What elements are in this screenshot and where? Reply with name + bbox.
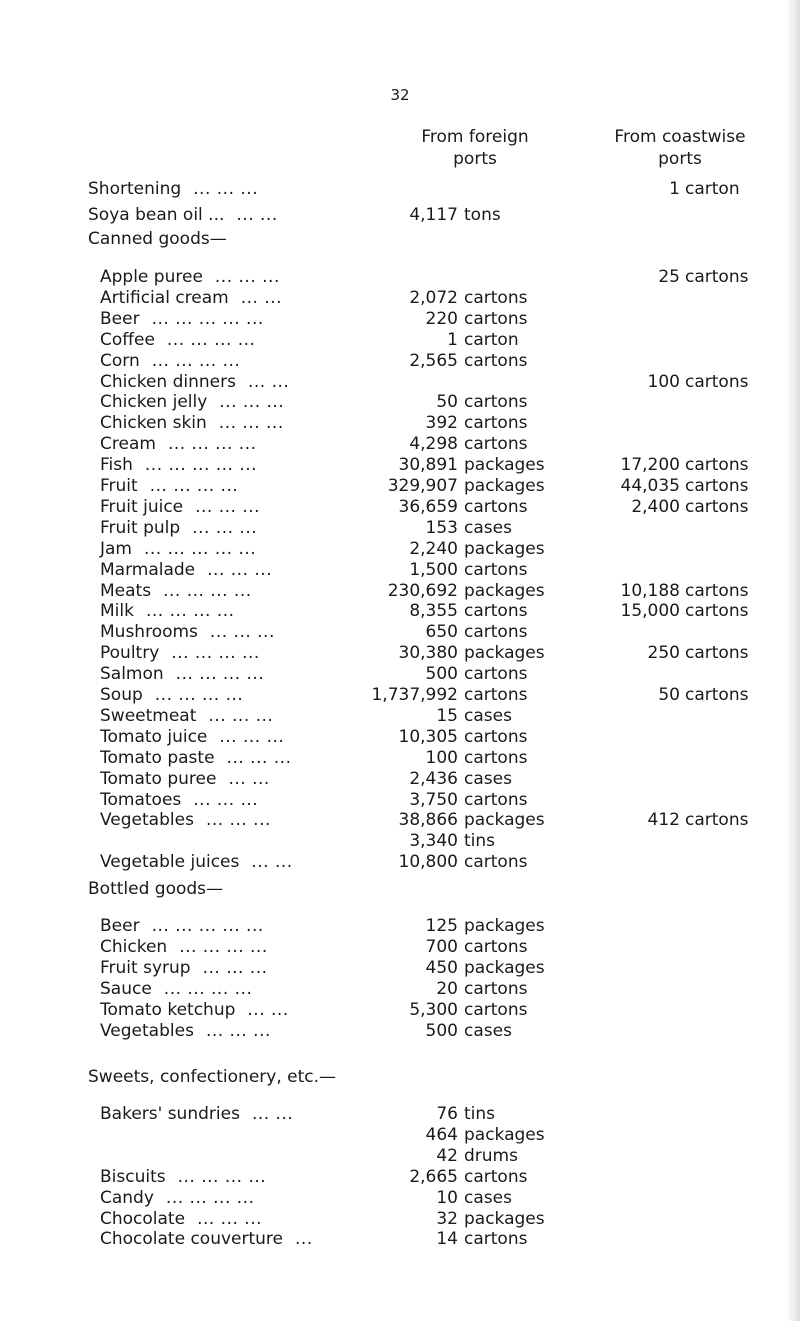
foreign-quantity: 15 bbox=[436, 705, 458, 726]
item-label bbox=[100, 726, 284, 749]
coastwise-quantity: 412 bbox=[647, 810, 680, 831]
coastwise-unit: cartons bbox=[685, 267, 749, 287]
table-row bbox=[0, 308, 800, 331]
coastwise-quantity: 10,188 bbox=[620, 580, 680, 601]
foreign-unit: cartons bbox=[464, 664, 528, 685]
item-name: Chicken bbox=[100, 936, 168, 957]
item-name: Bakers' sundries bbox=[100, 1104, 240, 1124]
foreign-quantity: 464 bbox=[425, 1124, 458, 1145]
item-name: Sweetmeat bbox=[100, 705, 197, 726]
table-row bbox=[0, 851, 800, 874]
item-label bbox=[100, 663, 264, 686]
foreign-unit: packages bbox=[464, 455, 545, 476]
table-row bbox=[0, 454, 800, 477]
item-label bbox=[100, 1187, 254, 1210]
table-row bbox=[0, 1124, 800, 1147]
dot-leader: ... ... ... bbox=[192, 517, 258, 538]
item-name: Tomato paste bbox=[100, 747, 215, 768]
dot-leader: ... ... ... ... bbox=[165, 1187, 255, 1208]
item-name: Fish bbox=[100, 455, 133, 476]
section-title-bottled: Bottled goods— bbox=[88, 879, 224, 899]
coastwise-unit: carton bbox=[685, 179, 740, 199]
foreign-unit: packages bbox=[464, 538, 545, 559]
foreign-unit: tons bbox=[464, 205, 501, 225]
foreign-unit: carton bbox=[464, 329, 519, 350]
item-label bbox=[100, 559, 272, 582]
coastwise-quantity: 100 bbox=[647, 371, 680, 392]
item-name: Soup bbox=[100, 685, 143, 705]
dot-leader: ... ... bbox=[251, 852, 293, 873]
item-label bbox=[100, 329, 255, 352]
header-coastwise-line1: From coastwise bbox=[614, 127, 746, 147]
dot-leader: ... ... ... ... bbox=[171, 643, 260, 664]
item-label bbox=[100, 936, 268, 959]
table-row bbox=[0, 371, 800, 394]
foreign-quantity: 38,866 bbox=[398, 810, 458, 831]
foreign-unit: cartons bbox=[464, 978, 528, 999]
table-row bbox=[0, 391, 800, 414]
item-label bbox=[100, 851, 293, 874]
foreign-quantity: 2,665 bbox=[409, 1166, 458, 1187]
item-label bbox=[100, 287, 282, 310]
foreign-unit: cases bbox=[464, 1187, 512, 1208]
header-foreign-line2: ports bbox=[453, 149, 497, 169]
coastwise-unit: cartons bbox=[685, 643, 749, 664]
item-name: Marmalade bbox=[100, 559, 196, 580]
foreign-unit: cartons bbox=[464, 308, 528, 329]
table-row bbox=[0, 957, 800, 980]
item-label bbox=[100, 621, 275, 644]
dot-leader: ... ... bbox=[247, 371, 290, 392]
foreign-unit: cartons bbox=[464, 747, 528, 768]
foreign-quantity: 10 bbox=[436, 1187, 458, 1208]
header-coastwise bbox=[590, 126, 770, 170]
foreign-quantity: 500 bbox=[425, 664, 458, 685]
coastwise-unit: cartons bbox=[685, 810, 749, 831]
foreign-quantity: 4,298 bbox=[409, 434, 458, 455]
foreign-unit: cartons bbox=[464, 789, 528, 810]
dot-leader: ... ... ... bbox=[218, 413, 284, 434]
item-label bbox=[100, 830, 112, 853]
table-row bbox=[0, 915, 800, 938]
item-label bbox=[100, 809, 271, 832]
table-row bbox=[0, 1020, 800, 1043]
item-label bbox=[100, 1208, 262, 1231]
header-foreign-line1: From foreign bbox=[421, 127, 529, 147]
table-row bbox=[0, 559, 800, 582]
foreign-quantity: 14 bbox=[436, 1229, 458, 1250]
foreign-quantity: 50 bbox=[436, 392, 458, 413]
item-name: Shortening bbox=[88, 179, 182, 199]
table-row bbox=[0, 1208, 800, 1231]
foreign-unit: cartons bbox=[464, 685, 528, 705]
foreign-unit: packages bbox=[464, 957, 545, 978]
table-row bbox=[0, 580, 800, 603]
item-name: Artificial cream bbox=[100, 287, 229, 308]
foreign-quantity: 5,300 bbox=[409, 999, 458, 1020]
foreign-quantity: 220 bbox=[425, 308, 458, 329]
item-name: Sauce bbox=[100, 978, 152, 999]
table-row bbox=[0, 475, 800, 498]
dot-leader: ... ... ... ... ... bbox=[144, 538, 257, 559]
item-name: Fruit bbox=[100, 476, 138, 496]
table-row bbox=[0, 433, 800, 456]
foreign-quantity: 30,891 bbox=[398, 455, 458, 476]
item-label bbox=[100, 1020, 271, 1043]
item-label bbox=[100, 684, 243, 707]
foreign-unit: cartons bbox=[464, 852, 528, 873]
table-row bbox=[0, 705, 800, 728]
item-name: Chicken dinners bbox=[100, 371, 236, 392]
item-label bbox=[100, 391, 284, 414]
dot-leader: ... ... ... ... ... bbox=[144, 455, 258, 476]
table-row bbox=[0, 768, 800, 791]
item-label bbox=[100, 580, 252, 603]
dot-leader: ... ... ... ... bbox=[145, 601, 235, 622]
table-row bbox=[0, 287, 800, 310]
item-name: Coffee bbox=[100, 329, 155, 350]
foreign-quantity: 450 bbox=[425, 957, 458, 978]
foreign-quantity: 10,800 bbox=[398, 852, 458, 873]
foreign-quantity: 650 bbox=[425, 622, 458, 643]
item-label bbox=[100, 957, 268, 980]
foreign-quantity: 125 bbox=[425, 916, 458, 936]
dot-leader: ... ... ... ... bbox=[175, 664, 265, 685]
table-row bbox=[0, 726, 800, 749]
dot-leader: ... ... ... ... bbox=[154, 685, 244, 705]
dot-leader: ... ... ... bbox=[209, 622, 275, 643]
item-label bbox=[100, 642, 260, 665]
item-name: Fruit syrup bbox=[100, 957, 191, 978]
item-name: Cream bbox=[100, 434, 156, 455]
dot-leader: ... ... ... bbox=[195, 496, 261, 517]
item-label bbox=[100, 266, 280, 289]
foreign-unit: cartons bbox=[464, 1229, 528, 1250]
table-row bbox=[0, 789, 800, 812]
table-row bbox=[0, 1103, 800, 1126]
foreign-unit: packages bbox=[464, 476, 545, 496]
foreign-unit: cases bbox=[464, 1020, 512, 1041]
item-name: Tomato juice bbox=[100, 726, 208, 747]
item-name: Candy bbox=[100, 1187, 154, 1208]
foreign-unit: cartons bbox=[464, 413, 528, 434]
dot-leader: ... ... ... bbox=[205, 1020, 271, 1041]
foreign-unit: cartons bbox=[464, 999, 528, 1020]
coastwise-unit: cartons bbox=[685, 371, 749, 392]
item-name: Poultry bbox=[100, 643, 160, 664]
foreign-quantity: 20 bbox=[436, 978, 458, 999]
foreign-quantity: 36,659 bbox=[398, 496, 458, 517]
item-name: Vegetable juices bbox=[100, 852, 240, 873]
foreign-unit: tins bbox=[464, 1104, 496, 1124]
item-label bbox=[100, 308, 264, 331]
item-label bbox=[100, 350, 240, 373]
table-row bbox=[0, 1187, 800, 1210]
foreign-unit: cases bbox=[464, 705, 512, 726]
foreign-quantity: 1,500 bbox=[409, 559, 458, 580]
item-label bbox=[100, 915, 264, 938]
dot-leader: ... ... ... bbox=[207, 559, 273, 580]
foreign-quantity: 4,117 bbox=[409, 205, 458, 225]
dot-leader: ... ... ... bbox=[197, 1208, 263, 1229]
coastwise-unit: cartons bbox=[685, 601, 749, 622]
item-label bbox=[100, 412, 284, 435]
item-label bbox=[100, 747, 292, 770]
section-title-canned: Canned goods— bbox=[88, 229, 227, 249]
item-name: Meats bbox=[100, 580, 152, 601]
table-row bbox=[0, 978, 800, 1001]
foreign-quantity: 2,565 bbox=[409, 350, 458, 371]
table-row bbox=[0, 329, 800, 352]
table-row bbox=[0, 266, 800, 289]
table-row bbox=[0, 1228, 800, 1251]
coastwise-unit: cartons bbox=[685, 685, 749, 705]
foreign-quantity: 3,340 bbox=[409, 831, 458, 852]
foreign-quantity: 30,380 bbox=[398, 643, 458, 664]
dot-leader: ... ... ... ... bbox=[166, 329, 256, 350]
foreign-quantity: 3,750 bbox=[409, 789, 458, 810]
table-row bbox=[0, 936, 800, 959]
item-label bbox=[100, 768, 270, 791]
dot-leader: ... ... ... ... bbox=[149, 476, 239, 496]
foreign-unit: cartons bbox=[464, 496, 528, 517]
table-row bbox=[0, 621, 800, 644]
coastwise-quantity: 250 bbox=[647, 643, 680, 664]
item-name: Beer bbox=[100, 308, 140, 329]
dot-leader: ... ... ... ... bbox=[179, 936, 268, 957]
dot-leader: ... ... bbox=[251, 1104, 294, 1124]
dot-leader: ... ... ... bbox=[208, 705, 274, 726]
item-name: Tomatoes bbox=[100, 789, 182, 810]
header-foreign bbox=[395, 126, 555, 170]
dot-leader: ... ... bbox=[240, 287, 283, 308]
foreign-unit: packages bbox=[464, 580, 545, 601]
item-label bbox=[100, 1103, 293, 1126]
dot-leader: ... ... ... bbox=[219, 392, 285, 413]
item-name: Tomato ketchup bbox=[100, 999, 236, 1020]
item-label bbox=[100, 1124, 112, 1147]
coastwise-quantity: 15,000 bbox=[620, 601, 680, 622]
item-label bbox=[100, 475, 238, 498]
table-row bbox=[0, 747, 800, 770]
foreign-quantity: 10,305 bbox=[398, 726, 458, 747]
dot-leader: ... ... ... ... bbox=[177, 1166, 267, 1187]
item-label bbox=[100, 1228, 313, 1251]
item-name: Jam bbox=[100, 538, 132, 559]
item-label bbox=[100, 1145, 112, 1168]
dot-leader: ... ... ... bbox=[226, 747, 292, 768]
item-name: Tomato puree bbox=[100, 768, 217, 789]
item-name: Mushrooms bbox=[100, 622, 198, 643]
table-row bbox=[0, 809, 800, 832]
table-row bbox=[0, 1166, 800, 1189]
dot-leader: ... ... bbox=[236, 205, 278, 225]
item-name: Salmon bbox=[100, 664, 164, 685]
item-label bbox=[100, 600, 235, 623]
foreign-quantity: 392 bbox=[425, 413, 458, 434]
foreign-quantity: 500 bbox=[425, 1020, 458, 1041]
item-name: Vegetables bbox=[100, 1020, 194, 1041]
foreign-unit: cartons bbox=[464, 601, 528, 622]
item-name: Milk bbox=[100, 601, 134, 622]
foreign-quantity: 700 bbox=[425, 936, 458, 957]
item-name: Corn bbox=[100, 350, 140, 371]
foreign-quantity: 1 bbox=[447, 329, 458, 350]
foreign-quantity: 76 bbox=[436, 1104, 458, 1124]
table-row bbox=[0, 663, 800, 686]
foreign-unit: cartons bbox=[464, 559, 528, 580]
item-name: Biscuits bbox=[100, 1166, 166, 1187]
coastwise-unit: cartons bbox=[685, 476, 749, 496]
foreign-quantity: 2,436 bbox=[409, 768, 458, 789]
foreign-unit: cases bbox=[464, 768, 512, 789]
foreign-quantity: 100 bbox=[425, 747, 458, 768]
item-label bbox=[100, 999, 289, 1022]
foreign-quantity: 230,692 bbox=[387, 580, 458, 601]
dot-leader: ... ... bbox=[247, 999, 289, 1020]
dot-leader: ... ... ... bbox=[202, 957, 268, 978]
item-name: Beer bbox=[100, 916, 140, 936]
item-name: Vegetables bbox=[100, 810, 194, 831]
table-row bbox=[0, 1145, 800, 1168]
foreign-quantity: 153 bbox=[425, 517, 458, 538]
foreign-quantity: 2,072 bbox=[409, 287, 458, 308]
item-label bbox=[100, 496, 260, 519]
foreign-unit: cases bbox=[464, 517, 512, 538]
item-label bbox=[100, 978, 252, 1001]
item-label bbox=[100, 454, 257, 477]
item-label bbox=[100, 517, 257, 540]
dot-leader: ... ... ... bbox=[205, 810, 271, 831]
dot-leader: ... ... ... bbox=[214, 267, 280, 287]
item-name: Chicken skin bbox=[100, 413, 207, 434]
coastwise-quantity: 25 bbox=[658, 267, 680, 287]
header-coastwise-line2: ports bbox=[658, 149, 702, 169]
foreign-unit: cartons bbox=[464, 287, 528, 308]
foreign-unit: tins bbox=[464, 831, 496, 852]
table-row bbox=[0, 684, 800, 707]
dot-leader: ... ... ... ... bbox=[167, 434, 257, 455]
foreign-unit: cartons bbox=[464, 1166, 528, 1187]
table-row bbox=[0, 830, 800, 853]
foreign-unit: cartons bbox=[464, 622, 528, 643]
dot-leader: ... ... ... ... ... bbox=[151, 916, 264, 936]
item-label bbox=[100, 705, 273, 728]
foreign-unit: drums bbox=[464, 1145, 518, 1166]
dot-leader: ... ... ... bbox=[193, 789, 259, 810]
coastwise-unit: cartons bbox=[685, 455, 749, 476]
item-name: Apple puree bbox=[100, 267, 203, 287]
item-name: Soya bean oil ... bbox=[88, 205, 225, 225]
item-label bbox=[88, 178, 258, 201]
foreign-unit: packages bbox=[464, 810, 545, 831]
foreign-quantity: 8,355 bbox=[409, 601, 458, 622]
item-name: Fruit juice bbox=[100, 496, 184, 517]
foreign-unit: packages bbox=[464, 1208, 545, 1229]
coastwise-quantity: 44,035 bbox=[620, 476, 680, 496]
dot-leader: ... ... ... ... bbox=[151, 350, 241, 371]
dot-leader: ... ... ... bbox=[219, 726, 285, 747]
coastwise-quantity: 17,200 bbox=[620, 455, 680, 476]
item-name: Chicken jelly bbox=[100, 392, 208, 413]
table-row bbox=[0, 538, 800, 561]
item-label bbox=[100, 789, 258, 812]
coastwise-unit: cartons bbox=[685, 496, 749, 517]
dot-leader: ... bbox=[295, 1229, 313, 1250]
section-title-sweets: Sweets, confectionery, etc.— bbox=[88, 1067, 337, 1087]
foreign-unit: cartons bbox=[464, 726, 528, 747]
table-row bbox=[0, 350, 800, 373]
table-row bbox=[0, 999, 800, 1022]
foreign-unit: packages bbox=[464, 643, 545, 664]
foreign-unit: cartons bbox=[464, 392, 528, 413]
page-number: 32 bbox=[390, 86, 410, 104]
table-row bbox=[0, 517, 800, 540]
foreign-unit: cartons bbox=[464, 434, 528, 455]
coastwise-quantity: 2,400 bbox=[631, 496, 680, 517]
item-name: Fruit pulp bbox=[100, 517, 181, 538]
item-label bbox=[88, 204, 278, 227]
coastwise-quantity: 1 bbox=[669, 179, 680, 199]
table-row bbox=[0, 412, 800, 435]
foreign-quantity: 2,240 bbox=[409, 538, 458, 559]
item-label bbox=[100, 371, 289, 394]
table-row bbox=[0, 600, 800, 623]
table-row bbox=[0, 178, 800, 201]
foreign-unit: cartons bbox=[464, 350, 528, 371]
coastwise-quantity: 50 bbox=[658, 685, 680, 705]
table-row bbox=[0, 204, 800, 227]
coastwise-unit: cartons bbox=[685, 580, 749, 601]
item-name: Chocolate bbox=[100, 1208, 186, 1229]
item-label bbox=[100, 538, 256, 561]
foreign-quantity: 32 bbox=[436, 1208, 458, 1229]
dot-leader: ... ... ... ... bbox=[163, 978, 253, 999]
table-row bbox=[0, 496, 800, 519]
item-name: Chocolate couverture bbox=[100, 1229, 284, 1250]
foreign-quantity: 1,737,992 bbox=[371, 685, 458, 705]
foreign-unit: packages bbox=[464, 916, 545, 936]
item-label bbox=[100, 433, 257, 456]
foreign-unit: packages bbox=[464, 1124, 545, 1145]
dot-leader: ... ... ... ... bbox=[163, 580, 252, 601]
dot-leader: ... ... ... bbox=[193, 179, 259, 199]
dot-leader: ... ... bbox=[228, 768, 270, 789]
dot-leader: ... ... ... ... ... bbox=[151, 308, 264, 329]
foreign-unit: cartons bbox=[464, 936, 528, 957]
foreign-quantity: 329,907 bbox=[387, 476, 458, 496]
table-row bbox=[0, 642, 800, 665]
item-label bbox=[100, 1166, 266, 1189]
foreign-quantity: 42 bbox=[436, 1145, 458, 1166]
